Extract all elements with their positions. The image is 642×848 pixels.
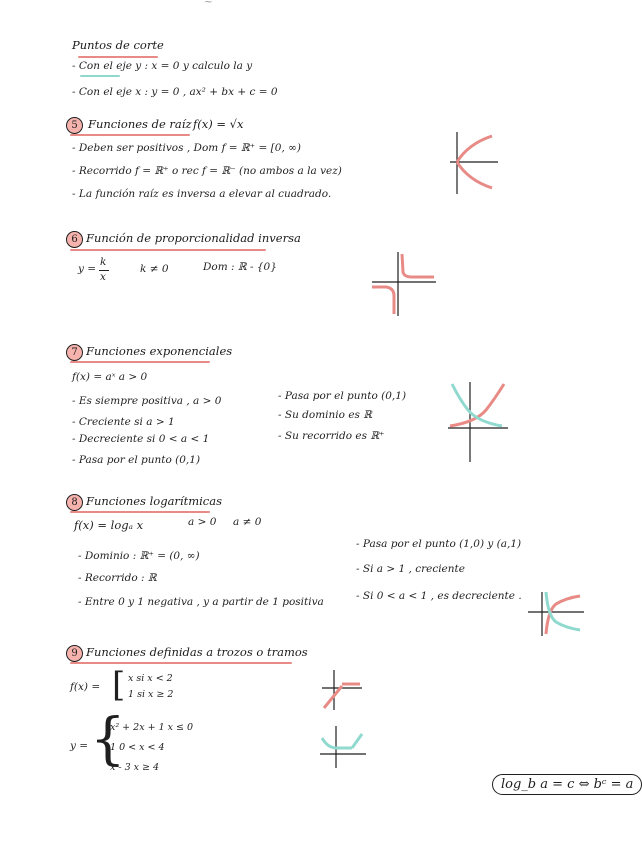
exponential-graph: [446, 380, 510, 462]
section-9-f1-lhs: f(x) =: [70, 681, 101, 693]
section-6-underline: [70, 249, 266, 251]
top-mark: ~: [204, 0, 213, 8]
puntos-line-1: - Con el eje y : x = 0 y calculo la y: [72, 60, 253, 72]
puntos-teal-underline: [80, 75, 120, 77]
section-8-line-2: - Recorrido : ℝ: [78, 572, 157, 584]
section-9-f1-row-1: x si x < 2: [128, 673, 173, 684]
section-7-formula: f(x) = aˣ a > 0: [72, 371, 148, 383]
section-6-condition: k ≠ 0: [140, 263, 169, 275]
section-9-f2-row-3: x - 3 x ≥ 4: [110, 762, 160, 773]
section-9-f2-bracket: {: [90, 707, 126, 772]
section-6-formula-x: x: [100, 271, 106, 283]
section-8-title: Funciones logarítmicas: [86, 494, 223, 508]
logarithm-graph: [526, 590, 586, 636]
section-5-formula: f(x) = √x: [193, 117, 244, 131]
section-5-underline: [70, 134, 190, 136]
section-7-right-2: - Su dominio es ℝ: [278, 409, 372, 421]
section-9-number: 9: [66, 645, 83, 662]
section-9-f1-row-2: 1 si x ≥ 2: [128, 689, 174, 700]
section-5-line-1: - Deben ser positivos , Dom f = ℝ⁺ = [0, ∞): [72, 142, 301, 154]
section-9-f2-row-1: x² + 2x + 1 x ≤ 0: [110, 722, 194, 733]
piecewise-graph-1: [320, 668, 364, 710]
section-9-f1-bracket: [: [112, 665, 126, 705]
section-8-number: 8: [66, 494, 83, 511]
section-8-line-3: - Entre 0 y 1 negativa , y a partir de 1 positiva: [78, 596, 324, 608]
log-definition-box: log_b a = c ⇔ bᶜ = a: [492, 774, 642, 795]
section-8-underline: [70, 511, 210, 513]
section-5-line-2: - Recorrido f = ℝ⁺ o rec f = ℝ⁻ (no ambos a la vez): [72, 165, 342, 177]
section-7-line-2: - Creciente si a > 1: [72, 416, 175, 428]
section-8-line-1: - Dominio : ℝ⁺ = (0, ∞): [78, 550, 200, 562]
section-9-title: Funciones definidas a trozos o tramos: [86, 645, 308, 659]
section-6-number: 6: [66, 231, 83, 248]
piecewise-graph-2: [318, 724, 368, 768]
section-6-formula-y: y =: [78, 263, 97, 275]
section-7-line-1: - Es siempre positiva , a > 0: [72, 395, 222, 407]
puntos-underline: [78, 56, 158, 58]
inverse-graph: [368, 248, 438, 318]
section-7-title: Funciones exponenciales: [86, 344, 233, 358]
section-5-title: Funciones de raíz: [88, 117, 192, 131]
section-7-right-3: - Su recorrido es ℝ⁺: [278, 430, 385, 442]
section-6-formula-k: k: [100, 256, 107, 268]
section-5-number: 5: [66, 117, 83, 134]
section-6-title: Función de proporcionalidad inversa: [86, 231, 301, 245]
section-7-underline: [70, 361, 210, 363]
section-8-right-2: - Si a > 1 , creciente: [356, 563, 465, 575]
sqrt-graph: [440, 130, 500, 194]
section-8-right-3: - Si 0 < a < 1 , es decreciente .: [356, 590, 522, 602]
section-7-number: 7: [66, 344, 83, 361]
section-7-line-4: - Pasa por el punto (0,1): [72, 454, 201, 466]
section-5-line-3: - La función raíz es inversa a elevar al cuadrado.: [72, 188, 332, 200]
section-8-condition-2: a ≠ 0: [233, 516, 262, 528]
section-7-line-3: - Decreciente si 0 < a < 1: [72, 433, 210, 445]
puntos-title: Puntos de corte: [72, 38, 164, 52]
section-9-f2-row-2: 1 0 < x < 4: [110, 742, 165, 753]
section-8-right-1: - Pasa por el punto (1,0) y (a,1): [356, 538, 522, 550]
section-8-condition-1: a > 0: [188, 516, 217, 528]
section-7-right-1: - Pasa por el punto (0,1): [278, 390, 407, 402]
section-9-underline: [70, 662, 292, 664]
puntos-line-2: - Con el eje x : y = 0 , ax² + bx + c = 0: [72, 86, 278, 98]
section-6-domain: Dom : ℝ - {0}: [203, 261, 277, 273]
section-9-f2-lhs: y =: [70, 740, 89, 752]
section-8-formula: f(x) = logₐ x: [74, 518, 144, 532]
